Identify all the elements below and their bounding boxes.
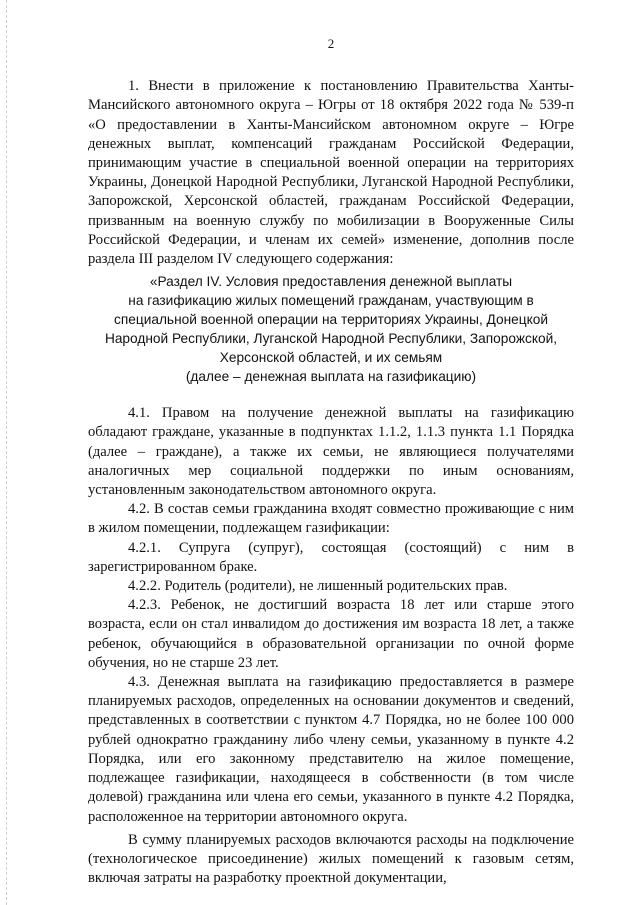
section-heading-line: (далее – денежная выплата на газификацию) [185, 369, 477, 385]
paragraph-4-2-3: 4.2.3. Ребенок, не достигший возраста 18 лет или старше этого возраста, если он стал инвалидом до достижения им возраста 18 лет, а также ребенок, обучающийся в образовательной организации по очной форме обучения, но не старше 23 лет. [88, 597, 574, 671]
paragraph-4-3: 4.3. Денежная выплата на газификацию предоставляется в размере планируемых расходов, определенных на основании документов и сведений, представленных в соответствии с пунктом 4.7 Порядка, но не более 100 000 рублей однократно гражданину либо члену семьи, указанному в пункте 4.2 Порядка, или его законному представителю на жилое помещение, подлежащее газификации, находящееся в собственности (в том числе долевой) гражданина или члена его семьи, указанного в пункте 4.2 Порядка, расположенное на территории автономного округа. [88, 674, 574, 825]
page-number: 2 [327, 36, 335, 51]
paragraph-1: 1. Внести в приложение к постановлению Правительства Ханты-Мансийского автономного округа – Югры от 18 октября 2022 года № 539-п «О предоставлении в Ханты-Мансийском автономном округе – Югре денежных выплат, компенсаций гражданам Российской Федерации, принимающим участие в специальной военной операции на территориях Украины, Донецкой Народной Республики, Луганской Народной Республики, Запорожской, Херсонской областей, гражданам Российской Федерации, призванным на военную службу по мобилизации в Вооруженные Силы Российской Федерации, и членам их семей» изменение, дополнив после раздела III разделом IV следующего содержания: [88, 78, 574, 268]
section-heading-line: Народной Республики, Луганской Народной Республики, Запорожской, [104, 331, 558, 347]
paragraph-4-2: 4.2. В состав семьи гражданина входят совместно проживающие с ним в жилом помещении, подлежащем газификации: [88, 501, 574, 537]
section-heading [88, 272, 574, 386]
paragraph-4-2-2: 4.2.2. Родитель (родители), не лишенный родительских прав. [128, 578, 508, 595]
section-heading-line: на газификацию жилых помещений гражданам, участвующим в [128, 293, 534, 309]
section-heading-line: специальной военной операции на территориях Украины, Донецкой [113, 312, 549, 328]
paragraph-expenses: В сумму планируемых расходов включаются расходы на подключение (технологическое присоединение) жилых помещений к газовым сетям, включая затраты на разработку проектной документации, [88, 831, 574, 887]
paragraph-4-2-1: 4.2.1. Супруга (супруг), состоящая (состоящий) с ним в зарегистрированном браке. [88, 539, 574, 575]
section-heading-line: «Раздел IV. Условия предоставления денежной выплаты [149, 274, 513, 290]
scan-edge-line [6, 0, 8, 905]
paragraph-4-1: 4.1. Правом на получение денежной выплаты на газификацию обладают граждане, указанные в подпунктах 1.1.2, 1.1.3 пункта 1.1 Порядка (далее – граждане), а также их семьи, не являющиеся получателями аналогичных мер социальной поддержки по иным основаниям, установленным законодательством автономного округа. [88, 405, 574, 499]
section-heading-line: Херсонской областей, и их семьям [219, 350, 443, 366]
